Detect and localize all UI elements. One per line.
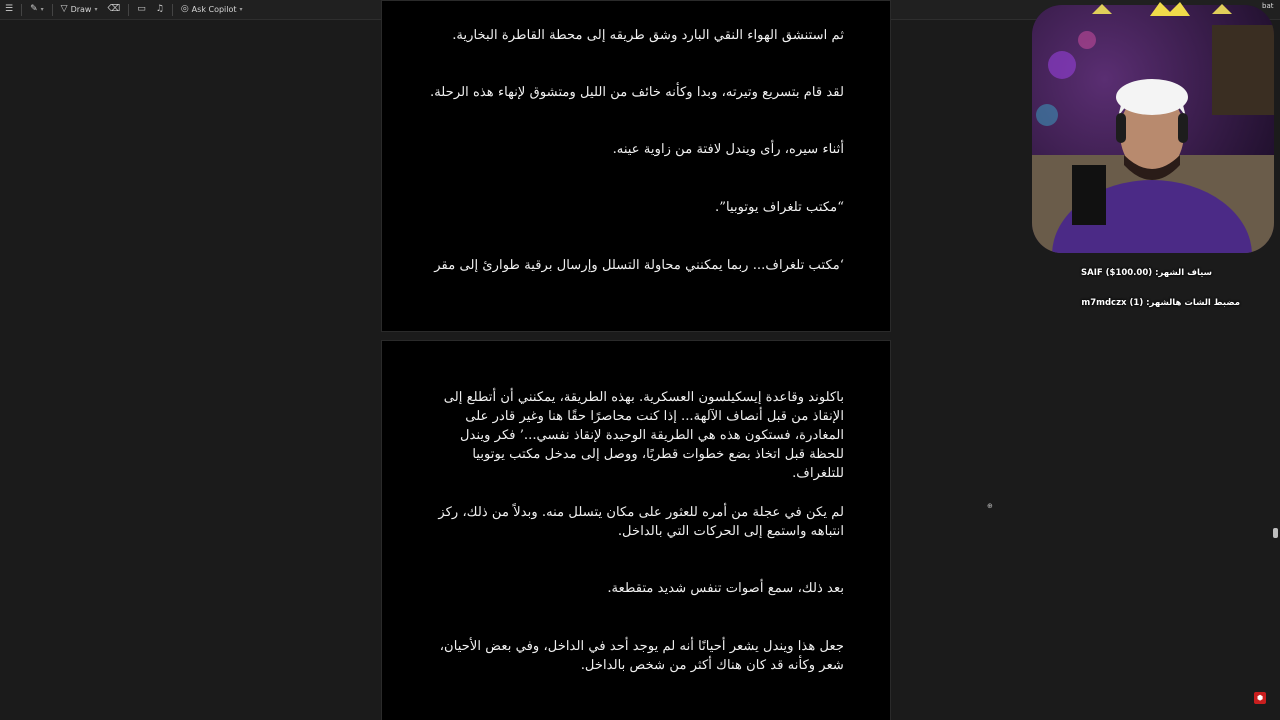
paragraph: ثم استنشق الهواء النقي البارد وشق طريقه إلى محطة القاطرة البخارية. [452,28,844,43]
top-donor-text: سياف الشهر: (SAIF ($100.00 [1081,268,1212,278]
webcam-name-fragment: bat [1262,2,1274,10]
reading-button[interactable] [151,0,169,20]
toolbar-divider [52,4,53,16]
chevron-down-icon: ▾ [40,6,44,13]
toolbar-divider [128,4,129,16]
draw-label: Draw [70,5,92,14]
webcam-feed-image [1032,5,1274,253]
scrollbar-thumb[interactable] [1273,528,1278,538]
erase-button[interactable] [102,0,125,20]
draw-icon: ▽ [60,4,68,14]
webcam-overlay [1032,5,1274,253]
contents-button[interactable] [0,0,18,20]
pdf-page [381,340,891,720]
mouse-cursor-icon: ⊕ [987,502,993,510]
eraser-icon: ⌫ [107,4,121,14]
paragraph: ‘مكتب تلغراف... ربما يمكنني محاولة التسلل وإرسال برقية طوارئ إلى مقر [434,258,844,273]
read-aloud-icon: ♫ [155,4,164,14]
toolbar-divider [21,4,22,16]
highlight-button[interactable] [25,0,49,20]
paragraph: جعل هذا ويندل يشعر أحيانًا أنه لم يوجد أحد في الداخل، وفي بعض الأحيان، شعر وكأنه قد كان هناك أكثر من شخص بالداخل. [439,639,844,673]
copilot-label: Ask Copilot [191,5,237,14]
text-box-button[interactable] [132,0,151,20]
highlighter-icon: ✎ [30,4,38,14]
paragraph: بعد ذلك، سمع أصوات تنفس شديد متقطعة. [607,581,844,596]
copilot-icon: ◎ [180,4,189,14]
paragraph: أثناء سيره، رأى ويندل لافتة من زاوية عينه. [612,142,844,157]
pdf-page [381,0,891,332]
paragraph: لم يكن في عجلة من أمره للعثور على مكان يتسلل منه. وبدلاً من ذلك، ركز انتباهه واستمع إلى الحركات التي بالداخل. [438,505,844,539]
text-box-icon: ▭ [137,4,146,14]
copilot-button[interactable] [176,0,248,20]
chevron-down-icon: ▾ [239,6,243,13]
draw-button[interactable] [56,0,103,20]
list-icon: ☰ [5,4,14,14]
chevron-down-icon: ▾ [94,6,98,13]
pdf-app-icon[interactable]: ⬢ [1254,692,1266,704]
toolbar-divider [172,4,173,16]
paragraph: لقد قام بتسريع وتيرته، وبدا وكأنه خائف من الليل ومتشوق لإنهاء هذه الرحلة. [430,85,844,100]
overlay-crown-decoration [1062,0,1280,20]
paragraph: باكلوند وقاعدة إيسكيلسون العسكرية. بهذه الطريقة، يمكنني أن أتطلع إلى الإنقاذ من قبل أنصاف الآلهة... إذا كنت محاصرًا حقًا هنا وغير قادر على المغادرة، فستكون هذه هي الطريقة الوحيدة لإنقاذ نفسي...’ فكر ويندل للحظة قبل اتخاذ بضع خطوات قطريًا، ووصل إلى مدخل مكتب يوتوبيا للتلغراف. [443,390,844,481]
paragraph: “مكتب تلغراف يوتوبيا”. [715,200,844,215]
crown-icon [1062,0,1262,20]
top-chatter-text: مضبط الشات هالشهر: (1) m7mdczx [1081,298,1240,308]
